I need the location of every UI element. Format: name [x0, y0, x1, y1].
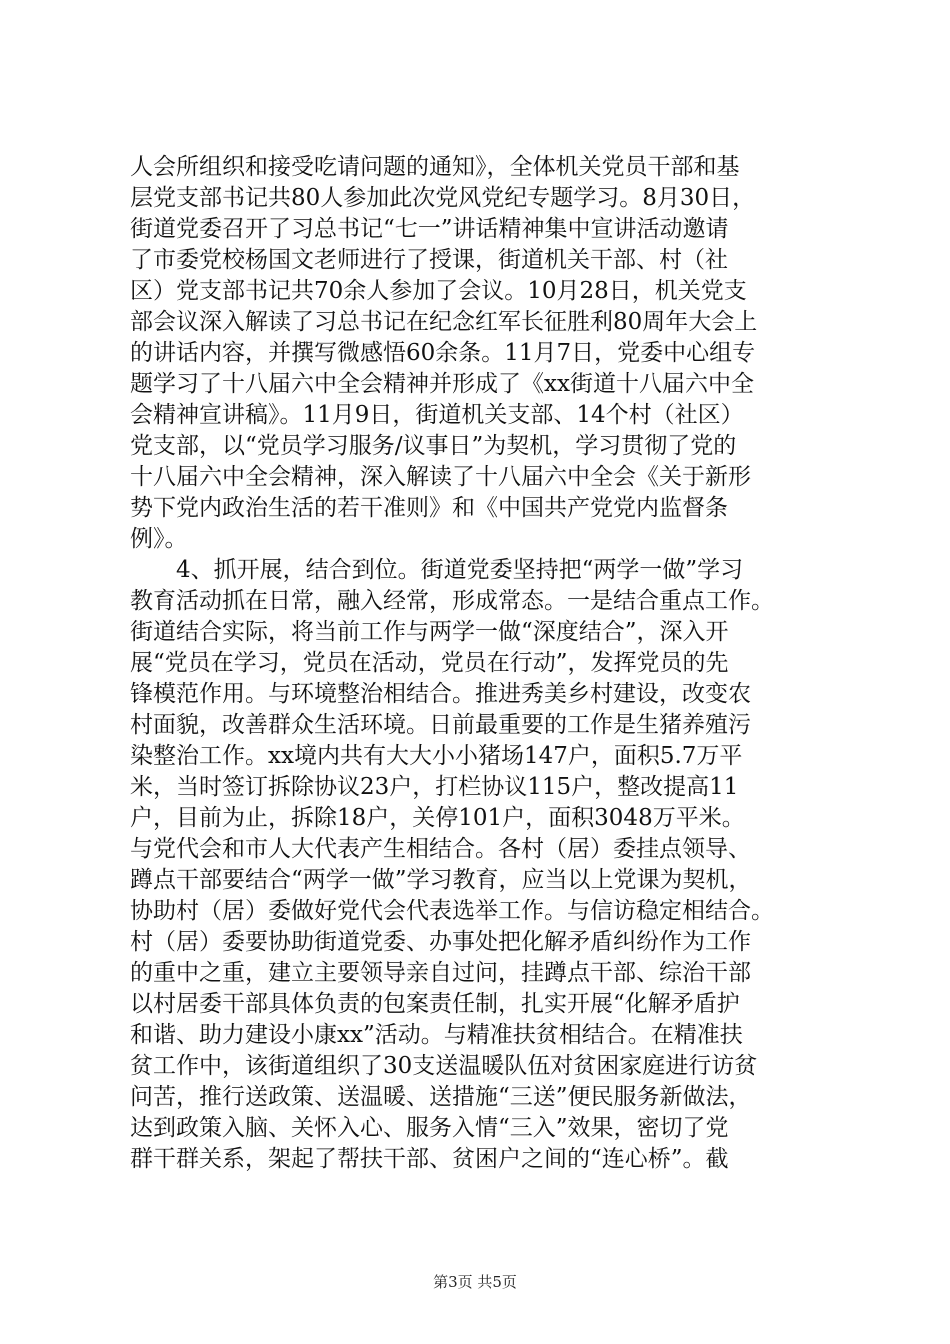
text-line: 题学习了十八届六中全会精神并形成了《xx街道十八届六中全 — [130, 371, 754, 397]
text-line: 党支部，以“党员学习服务/议事日”为契机，学习贯彻了党的 — [130, 433, 737, 459]
text-line: 染整治工作。xx境内共有大大小小猪场147户，面积5.7万平 — [130, 743, 743, 769]
text-line: 层党支部书记共80人参加此次党风党纪专题学习。8月30日， — [130, 185, 756, 211]
text-line: 蹲点干部要结合“两学一做”学习教育，应当以上党课为契机， — [130, 867, 752, 893]
text-line: 部会议深入解读了习总书记在纪念红军长征胜利80周年大会上 — [130, 309, 758, 335]
document-body — [130, 152, 830, 1175]
text-line: 村面貌，改善群众生活环境。日前最重要的工作是生猪养殖污 — [130, 712, 751, 738]
text-line: 的讲话内容，并撰写微感悟60余条。11月7日，党委中心组专 — [130, 340, 756, 366]
text-line: 展“党员在学习，党员在活动，党员在行动”，发挥党员的先 — [130, 650, 729, 676]
text-line: 例》。 — [130, 526, 188, 552]
page-footer: 第3页 共5页 — [433, 1273, 517, 1291]
text-line: 问苦，推行送政策、送温暖、送措施“三送”便民服务新做法， — [130, 1084, 752, 1110]
text-line: 4、抓开展，结合到位。街道党委坚持把“两学一做”学习 — [130, 557, 744, 583]
text-line: 米，当时签订拆除协议23户，打栏协议115户，整改提高11 — [130, 774, 739, 800]
text-line: 区）党支部书记共70余人参加了会议。10月28日，机关党支 — [130, 278, 747, 304]
text-line: 锋模范作用。与环境整治相结合。推进秀美乡村建设，改变农 — [130, 681, 751, 707]
text-line: 以村居委干部具体负责的包案责任制，扎实开展“化解矛盾护 — [130, 991, 740, 1017]
text-line: 与党代会和市人大代表产生相结合。各村（居）委挂点领导、 — [130, 836, 751, 862]
text-line: 和谐、助力建设小康xx”活动。与精准扶贫相结合。在精准扶 — [130, 1022, 743, 1048]
text-line: 十八届六中全会精神，深入解读了十八届六中全会《关于新形 — [130, 464, 751, 490]
text-line: 教育活动抓在日常，融入经常，形成常态。一是结合重点工作。 — [130, 588, 774, 614]
text-line: 街道结合实际，将当前工作与两学一做“深度结合”，深入开 — [130, 619, 729, 645]
text-line: 的重中之重，建立主要领导亲自过问，挂蹲点干部、综治干部 — [130, 960, 751, 986]
text-line: 达到政策入脑、关怀入心、服务入情“三入”效果，密切了党 — [130, 1115, 729, 1141]
text-line: 街道党委召开了习总书记“七一”讲话精神集中宣讲活动邀请 — [130, 216, 729, 242]
text-line: 群干群关系，架起了帮扶干部、贫困户之间的“连心桥”。截 — [130, 1146, 729, 1172]
text-line: 势下党内政治生活的若干准则》和《中国共产党党内监督条 — [130, 495, 728, 521]
text-line: 会精神宣讲稿》。11月9日，街道机关支部、14个村（社区） — [130, 402, 744, 428]
text-line: 户，目前为止，拆除18户，关停101户，面积3048万平米。 — [130, 805, 745, 831]
text-line: 贫工作中，该街道组织了30支送温暖队伍对贫困家庭进行访贫 — [130, 1053, 758, 1079]
text-line: 村（居）委要协助街道党委、办事处把化解矛盾纠纷作为工作 — [130, 929, 751, 955]
text-line: 了市委党校杨国文老师进行了授课，街道机关干部、村（社 — [130, 247, 728, 273]
text-line: 人会所组织和接受吃请问题的通知》，全体机关党员干部和基 — [130, 154, 740, 180]
text-line: 协助村（居）委做好党代会代表选举工作。与信访稳定相结合。 — [130, 898, 774, 924]
